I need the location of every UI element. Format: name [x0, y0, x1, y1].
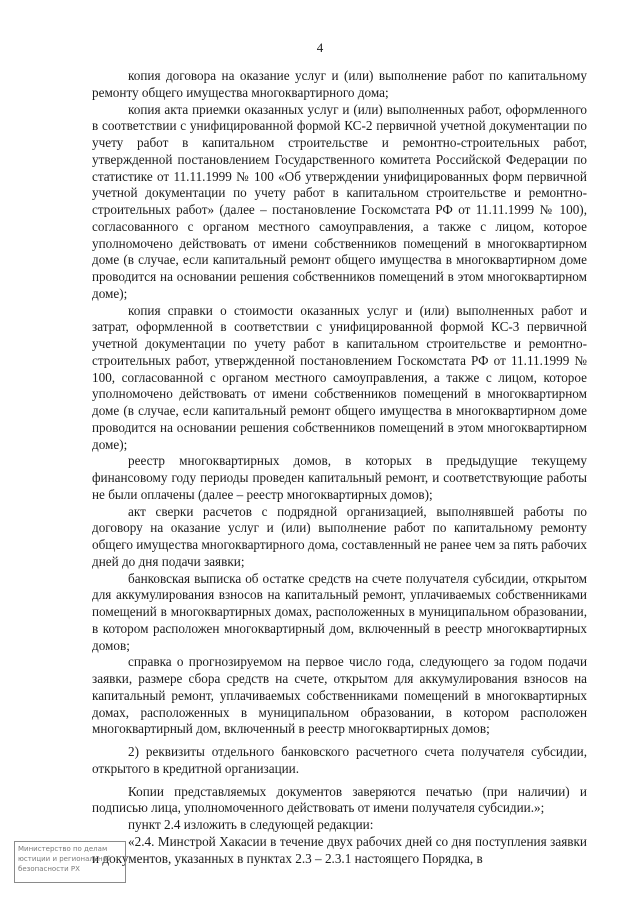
- page-number: 4: [316, 40, 324, 55]
- paragraph: «2.4. Минстрой Хакасии в течение двух рабочих дней со дня поступления заявки и документов, указанных в пунктах 2.3 – 2.3.1 настоящего Порядка, в: [92, 833, 587, 866]
- paragraph: банковская выписка об остатке средств на счете получателя субсидии, открытом для аккумулирования взносов на капитальный ремонт, уплачиваемых собственниками помещений в многоквартирных домах, расположенных в муниципальном образовании, в котором расположен многоквартирный дом, включенный в реестр многоквартирных домов;: [92, 570, 587, 653]
- paragraph: копия договора на оказание услуг и (или) выполнение работ по капитальному ремонту общего имущества многоквартирного дома;: [92, 68, 587, 100]
- registration-stamp: [14, 841, 126, 883]
- paragraph: пункт 2.4 изложить в следующей редакции:: [128, 817, 374, 832]
- paragraph: реестр многоквартирных домов, в которых в предыдущие текущему финансовому году периоды проведен капитальный ремонт, и соответствующие работы не были оплачены (далее – реестр многоквартирных домов);: [92, 453, 587, 502]
- paragraph: акт сверки расчетов с подрядной организацией, выполнявшей работы по договору на оказание услуг и (или) выполнение работ по капитальному ремонту общего имущества многоквартирного дома, составленный не ранее чем за пять рабочих дней до дня подачи заявки;: [92, 503, 587, 569]
- document-body: [92, 68, 587, 867]
- paragraph: Копии представляемых документов заверяются печатью (при наличии) и подписью лица, уполномоченного действовать от имени получателя субсидии.»;: [92, 783, 587, 816]
- paragraph: справка о прогнозируемом на первое число года, следующего за годом подачи заявки, размере сбора средств на счете, открытом для аккумулирования взносов на капитальный ремонт, уплачиваемых собственниками помещений в многоквартирных домах, расположенных в муниципальном образовании, в котором расположен многоквартирный дом, включенный в реестр многоквартирных домов;: [92, 654, 587, 737]
- stamp-line: юстиции и региональной: [18, 855, 112, 863]
- paragraph: копия справки о стоимости оказанных услуг и (или) выполненных работ и затрат, оформленной в соответствии с унифицированной формой КС-3 первичной учетной документации по учету работ в капитальном строительстве и ремонтно-строительных работ, утвержденной постановлением Госкомстата РФ от 11.11.1999 № 100, согласованной с органом местного самоуправления, а также с лицом, которое уполномочено действовать от имени собственников помещений в многоквартирном доме (в случае, если капитальный ремонт общего имущества в многоквартирном доме проводится на основании решения собственников помещений в этом многоквартирном доме);: [92, 302, 587, 452]
- stamp-line: безопасности РХ: [18, 865, 80, 873]
- paragraph: 2) реквизиты отдельного банковского расчетного счета получателя субсидии, открытого в кредитной организации.: [92, 744, 587, 776]
- paragraph: копия акта приемки оказанных услуг и (или) выполненных работ, оформленного в соответствии с унифицированной формой КС-2 первичной учетной документации по учету работ в капитальном строительстве и ремонтно-строительных работ, утвержденной постановлением Государственного комитета Российской Федерации по статистике от 11.11.1999 № 100 «Об утверждении унифицированных форм первичной учетной документации по учету работ в капитальном строительстве и ремонтно-строительных работ» (далее – постановление Госкомстата РФ от 11.11.1999 № 100), согласованного с органом местного самоуправления, а также с лицом, которое уполномочено действовать от имени собственников помещений в многоквартирном доме (в случае, если капитальный ремонт общего имущества в многоквартирном доме проводится на основании решения собственников помещений в этом многоквартирном доме);: [92, 101, 587, 301]
- stamp-line: Министерство по делам: [18, 845, 108, 853]
